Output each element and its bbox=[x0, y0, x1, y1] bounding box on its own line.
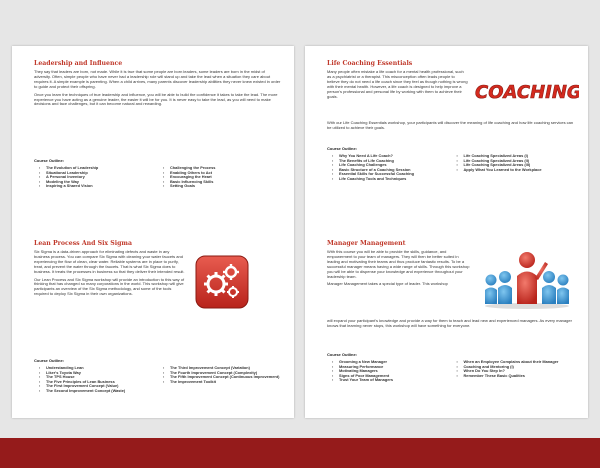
leadership-body-2: Once you learn the techniques of true leadership and influence, you will be able to build the confidence it takes to take the lead. The more experience you have acting as a genuine leader, the easier it will be for you. It is never easy to take the lead, as you will need to make decisions and face challenges, but it can become natural and rewarding. bbox=[34, 91, 278, 107]
list-item: ▪ The Second Improvement Concept (Waste) bbox=[34, 389, 158, 394]
bottom-bar bbox=[0, 438, 600, 468]
list-item: ▪ Life Coaching Specialized Areas (I) bbox=[452, 154, 577, 159]
list-item: ▪ Inspiring a Shared Vision bbox=[34, 184, 158, 189]
list-item: ▪ Understanding Lean bbox=[34, 366, 158, 371]
lean-outline-col2 bbox=[158, 366, 282, 384]
list-item: ▪ Essential Skills for Successful Coaching bbox=[327, 172, 452, 177]
list-item: ▪ Grooming a New Manager bbox=[327, 360, 452, 365]
lean-outline-col1 bbox=[34, 366, 158, 394]
team-figures-icon bbox=[481, 246, 573, 310]
manager-body-1: With this course you will be able to provide the skills, guidance, and empowerment to your team of managers. They will then be better suited in leading and motivating their teams and thus produce fantastic results. To be a successful manager means having a wide range of skills. Through this workshop you will be able to dispense your knowledge and experience throughout your leadership team. bbox=[327, 249, 470, 279]
leadership-outline bbox=[34, 158, 282, 189]
manager-outline bbox=[327, 352, 576, 383]
leadership-section bbox=[34, 60, 282, 107]
list-item: ▪ Life Coaching Specialized Areas (III) bbox=[452, 163, 577, 168]
right-page bbox=[305, 46, 588, 418]
manager-title: Manager Management bbox=[327, 240, 406, 247]
list-item: ▪ Coaching and Mentoring (I) bbox=[452, 365, 577, 370]
manager-section bbox=[327, 240, 470, 287]
list-item: ▪ The Fourth Improvement Concept (Complexity) bbox=[158, 371, 282, 376]
list-item: ▪ The Fifth Improvement Concept (Continuous Improvement) bbox=[158, 375, 282, 380]
manager-body-2: Manager Management takes a special type of leader. This workshop bbox=[327, 281, 448, 287]
list-item: ▪ Remember These Basic Qualities bbox=[452, 374, 577, 379]
leadership-outline-label: Course Outline: bbox=[34, 158, 65, 163]
list-item: ▪ Motivating Managers bbox=[327, 369, 452, 374]
list-item: ▪ Challenging the Process bbox=[158, 166, 282, 171]
lean-body-1: Six Sigma is a data-driven approach for eliminating defects and waste in any business process. You can compare Six Sigma with cleaning your water faucets and experiencing the flow of clean, clear water. Reliable systems are in place to purify, treat, and prevent the water through the faucets. That is what Six Sigma does to business. It treats the processes in business so that they deliver their intended result. bbox=[34, 249, 185, 274]
list-item: ▪ Measuring Performance bbox=[327, 365, 452, 370]
list-item: ▪ When Do You Step In? bbox=[452, 369, 577, 374]
list-item: ▪ Basic Influencing Skills bbox=[158, 180, 282, 185]
list-item: ▪ Life Coaching Challenges bbox=[327, 163, 452, 168]
manager-body-3-wrap bbox=[327, 316, 576, 329]
coaching-outline-col2 bbox=[452, 154, 577, 172]
list-item: ▪ The Third Improvement Concept (Variation) bbox=[158, 366, 282, 371]
list-item: ▪ Why You Need A Life Coach? bbox=[327, 154, 452, 159]
list-item: ▪ Enabling Others to Act bbox=[158, 171, 282, 176]
lean-section bbox=[34, 240, 186, 297]
manager-outline-col1 bbox=[327, 360, 452, 383]
leadership-title: Leadership and Influence bbox=[34, 60, 123, 67]
list-item: ▪ Setting Goals bbox=[158, 184, 282, 189]
list-item: ▪ When an Employee Complains about their Manager bbox=[452, 360, 577, 365]
leadership-body-1: They say that leaders are born, not made. While it is true that some people are born leaders, some leaders are born in the midst of adversity. Often, simple people who have never had a leadership role will stand up and take the lead when a situation they care about requires it. A simple example is parenting. When a child arrives, many parents discover leadership abilities they never knew existed in order to guide and protect their offspring. bbox=[34, 69, 281, 89]
coaching-outline-col1 bbox=[327, 154, 452, 182]
coaching-logo bbox=[473, 76, 579, 104]
manager-outline-col2 bbox=[452, 360, 577, 378]
list-item: ▪ The Five Principles of Lean Business bbox=[34, 380, 158, 385]
list-item: ▪ Trust Your Team of Managers bbox=[327, 378, 452, 383]
coaching-body-2-wrap bbox=[327, 118, 576, 131]
list-item: ▪ The Evolution of Leadership bbox=[34, 166, 158, 171]
list-item: ▪ Apply What You Learned to the Workplace bbox=[452, 168, 577, 173]
list-item: ▪ Modeling the Way bbox=[34, 180, 158, 185]
list-item: ▪ Situational Leadership bbox=[34, 171, 158, 176]
lean-outline-label: Course Outline: bbox=[34, 358, 65, 363]
manager-outline-label: Course Outline: bbox=[327, 352, 358, 357]
list-item: ▪ The Improvement Toolkit bbox=[158, 380, 282, 385]
list-item: ▪ The Benefits of Life Coaching bbox=[327, 159, 452, 164]
coaching-outline-label: Course Outline: bbox=[327, 146, 358, 151]
gears-icon bbox=[194, 254, 250, 310]
manager-body-3: will expand your participant's knowledge and provide a way for them to teach and lead new and experienced managers. As every manager knows that learning never stops, this workshop will have something for everyone. bbox=[327, 318, 572, 328]
list-item: ▪ A Personal Inventory bbox=[34, 175, 158, 180]
list-item: ▪ Encouraging the Heart bbox=[158, 175, 282, 180]
left-page bbox=[12, 46, 294, 418]
coaching-body-1: Many people often mistake a life coach for a mental health professional, such as a psychiatrist or a therapist. This misconception often leads people to believe they do not need a life coach since they feel as though nothing is wrong with their mental health. However, a life coach is designed to help improve a person's professional and personal life by working with them to achieve their goals. bbox=[327, 69, 468, 99]
list-item: ▪ The TPS House bbox=[34, 375, 158, 380]
list-item: ▪ Basic Structure of a Coaching Session bbox=[327, 168, 452, 173]
leadership-outline-col2 bbox=[158, 166, 282, 189]
lean-outline bbox=[34, 358, 282, 394]
coaching-body-2: With our Life Coaching Essentials workshop, your participants will discover the meaning of life coaching and how life coaching services can be utilized to achieve their goals. bbox=[327, 120, 574, 130]
list-item: ▪ The First Improvement Concept (Value) bbox=[34, 384, 158, 389]
coaching-outline bbox=[327, 146, 576, 182]
leadership-outline-col1 bbox=[34, 166, 158, 189]
list-item: ▪ Signs of Poor Management bbox=[327, 374, 452, 379]
list-item: ▪ Life Coaching Tools and Techniques bbox=[327, 177, 452, 182]
list-item: ▪ Life Coaching Specialized Areas (II) bbox=[452, 159, 577, 164]
coaching-title: Life Coaching Essentials bbox=[327, 60, 413, 67]
coaching-logo-text: COACHING bbox=[475, 82, 579, 103]
coaching-section bbox=[327, 60, 468, 99]
list-item: ▪ Liker's Toyota Way bbox=[34, 371, 158, 376]
lean-body-2: Our Lean Process and Six Sigma workshop will provide an introduction to this way of thinking that has changed so many corporations in the world. This workshop will give participants an overview of the Six Sigma methodology, and some of the tools required to deploy Six Sigma in their own organizations. bbox=[34, 276, 185, 297]
lean-title: Lean Process And Six Sigma bbox=[34, 240, 132, 247]
